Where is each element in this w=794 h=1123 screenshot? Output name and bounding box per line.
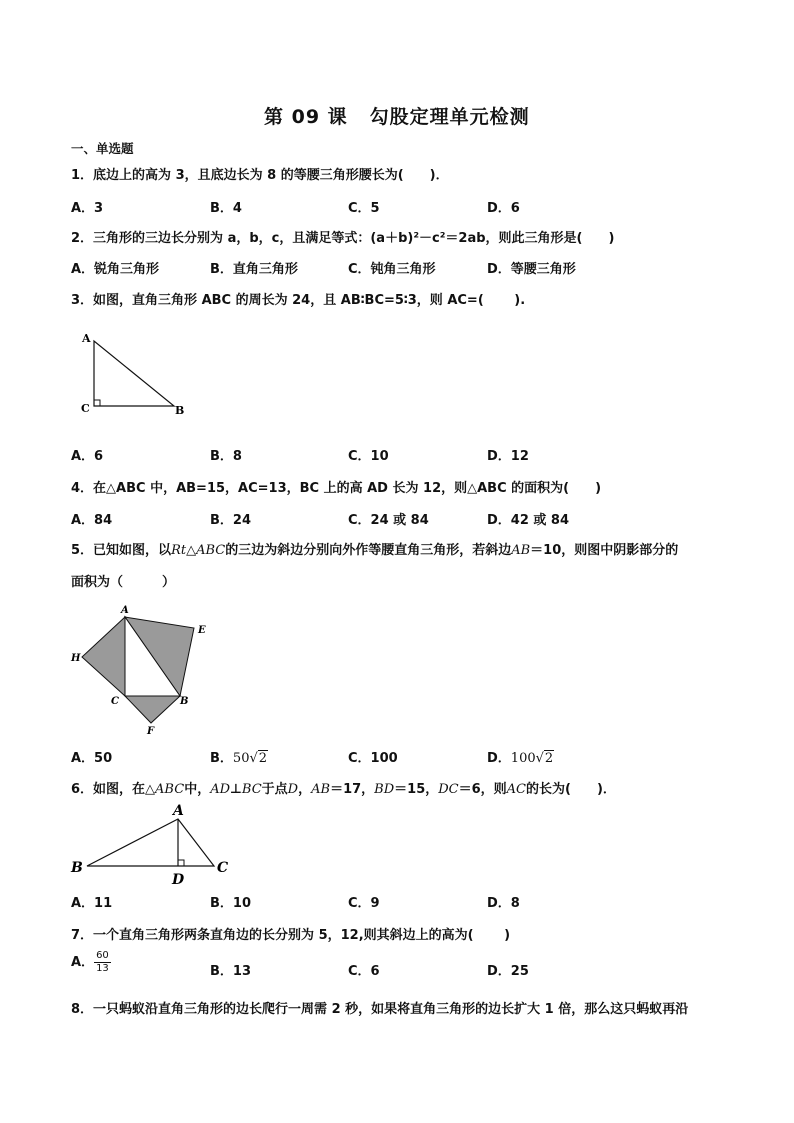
question-text: 三角形的三边长分别为 a，b，c，且满足等式：(a＋b)²－c²＝2ab，则此三角形是( )	[93, 231, 615, 246]
question-number: 1．	[71, 168, 94, 183]
q5-option-d[interactable]	[487, 747, 554, 766]
q1-option-c[interactable]: C．5	[348, 201, 380, 216]
q1-option-d[interactable]: D．6	[487, 201, 520, 216]
question-text: ＝17，	[330, 782, 375, 797]
q7-option-c[interactable]: C．6	[348, 964, 380, 979]
math-text: AB	[511, 543, 531, 558]
page-title	[264, 102, 530, 129]
q4-option-c[interactable]: C．24 或 84	[348, 513, 429, 528]
option-d-expression	[511, 750, 554, 766]
question-5	[71, 539, 678, 558]
question-text: ＝6，则	[458, 782, 507, 797]
math-text: AD	[210, 782, 231, 797]
label-c: C	[111, 696, 119, 707]
label-c: C	[217, 860, 229, 876]
coefficient: 50	[232, 751, 250, 766]
question-text: ＝15，	[394, 782, 439, 797]
question-text: ，	[298, 782, 312, 797]
numerator: 60	[96, 950, 109, 961]
right-angle-mark	[178, 860, 184, 866]
label-e: E	[198, 625, 206, 636]
math-text: DC	[438, 782, 459, 797]
question-number: 7．	[71, 928, 94, 943]
question-text: 的三边为斜边分别向外作等腰直角三角形，若斜边	[225, 543, 512, 558]
option-letter: B．	[210, 751, 233, 766]
math-text: BD	[374, 782, 395, 797]
math-text: ABC	[155, 782, 185, 797]
q3-option-d[interactable]: D．12	[487, 449, 529, 464]
label-h: H	[71, 653, 81, 664]
question-1	[71, 164, 449, 183]
question-text: ⊥	[230, 782, 242, 797]
question-text: 一个直角三角形两条直角边的长分别为 5，12,则其斜边上的高为( )	[93, 928, 511, 943]
option-letter: A．	[71, 955, 95, 970]
title-topic: 勾股定理单元检测	[369, 106, 530, 128]
q7-option-d[interactable]: D．25	[487, 964, 529, 979]
question-2	[71, 227, 614, 246]
right-angle-mark	[94, 400, 100, 406]
q6-option-c[interactable]: C．9	[348, 896, 380, 911]
math-text: AB	[311, 782, 331, 797]
radicand: 2	[258, 751, 268, 766]
q7-option-a[interactable]	[71, 950, 111, 975]
vertex-label-c: C	[81, 402, 90, 415]
q6-figure-triangle-altitude	[66, 800, 236, 888]
option-b-expression	[233, 750, 268, 766]
label-d: D	[172, 872, 185, 888]
question-text: 已知如图，以	[93, 543, 172, 558]
label-b: B	[71, 860, 83, 876]
triangle-abc	[94, 341, 174, 406]
q5-option-b[interactable]	[210, 747, 268, 766]
q1-option-a[interactable]: A．3	[71, 201, 104, 216]
math-text: Rt△ABC	[171, 543, 226, 558]
math-text: AC	[506, 782, 527, 797]
question-text: 如图，在△	[93, 782, 156, 797]
q6-option-b[interactable]: B．10	[210, 896, 251, 911]
label-f: F	[147, 726, 155, 737]
q2-option-d[interactable]: D．等腰三角形	[487, 262, 576, 277]
q2-option-c[interactable]: C．钝角三角形	[348, 262, 436, 277]
question-8	[71, 998, 688, 1017]
q3-option-b[interactable]: B．8	[210, 449, 242, 464]
question-6	[71, 778, 616, 797]
question-5-line-2: 面积为（ ）	[71, 575, 176, 590]
label-b: B	[180, 696, 189, 707]
question-text: 于点	[261, 782, 288, 797]
shaded-triangle-ahc	[82, 617, 125, 696]
question-text: 在△ABC 中，AB=15，AC=13，BC 上的高 AD 长为 12，则△ABC 的面积为( )	[93, 481, 602, 496]
q4-option-a[interactable]: A．84	[71, 513, 113, 528]
q4-option-b[interactable]: B．24	[210, 513, 251, 528]
label-a: A	[121, 605, 129, 616]
question-text: 的长为( )．	[526, 782, 616, 797]
vertex-label-a: A	[82, 332, 91, 345]
question-number: 8．	[71, 1002, 94, 1017]
question-text: ＝10，则图中阴影部分的	[530, 543, 679, 558]
fraction	[94, 950, 111, 975]
question-7	[71, 924, 510, 943]
q1-option-b[interactable]: B．4	[210, 201, 242, 216]
title-lesson: 第 09 课	[264, 106, 348, 128]
q5-option-a[interactable]: A．50	[71, 751, 113, 766]
triangle-abc	[87, 819, 214, 866]
q4-option-d[interactable]: D．42 或 84	[487, 513, 570, 528]
shaded-triangle-cfb	[125, 696, 180, 723]
question-4	[71, 477, 601, 496]
question-text: 如图，直角三角形 ABC 的周长为 24，且 AB∶BC=5∶3，则 AC=( ).	[93, 293, 526, 308]
option-letter: D．	[487, 751, 511, 766]
question-number: 2．	[71, 231, 94, 246]
radicand: 2	[544, 751, 554, 766]
q6-option-d[interactable]: D．8	[487, 896, 520, 911]
question-number: 6．	[71, 782, 94, 797]
q2-option-a[interactable]: A．锐角三角形	[71, 262, 160, 277]
q3-figure-right-triangle	[70, 325, 200, 420]
question-3	[71, 289, 525, 308]
sqrt-icon: √	[535, 751, 544, 766]
sqrt-icon: √	[249, 751, 258, 766]
question-text: 底边上的高为 3，且底边长为 8 的等腰三角形腰长为( )．	[93, 168, 449, 183]
question-text: 中，	[184, 782, 211, 797]
vertex-label-b: B	[175, 404, 185, 417]
question-number: 5．	[71, 543, 94, 558]
q3-option-a[interactable]: A．6	[71, 449, 104, 464]
math-text: D	[287, 782, 299, 797]
math-text: BC	[241, 782, 262, 797]
question-number: 4．	[71, 481, 94, 496]
q3-option-c[interactable]: C．10	[348, 449, 389, 464]
section-heading: 一、单选题	[71, 141, 134, 156]
q6-option-a[interactable]: A．11	[71, 896, 113, 911]
q7-option-b[interactable]: B．13	[210, 964, 251, 979]
coefficient: 100	[510, 751, 536, 766]
q5-figure-shaded-triangles	[66, 600, 216, 740]
q5-option-c[interactable]: C．100	[348, 751, 398, 766]
question-number: 3．	[71, 293, 94, 308]
q2-option-b[interactable]: B．直角三角形	[210, 262, 298, 277]
denominator: 13	[96, 963, 109, 974]
label-a: A	[173, 803, 184, 819]
question-text: 一只蚂蚁沿直角三角形的边长爬行一周需 2 秒，如果将直角三角形的边长扩大 1 倍，那么这只蚂蚁再沿	[93, 1002, 689, 1017]
